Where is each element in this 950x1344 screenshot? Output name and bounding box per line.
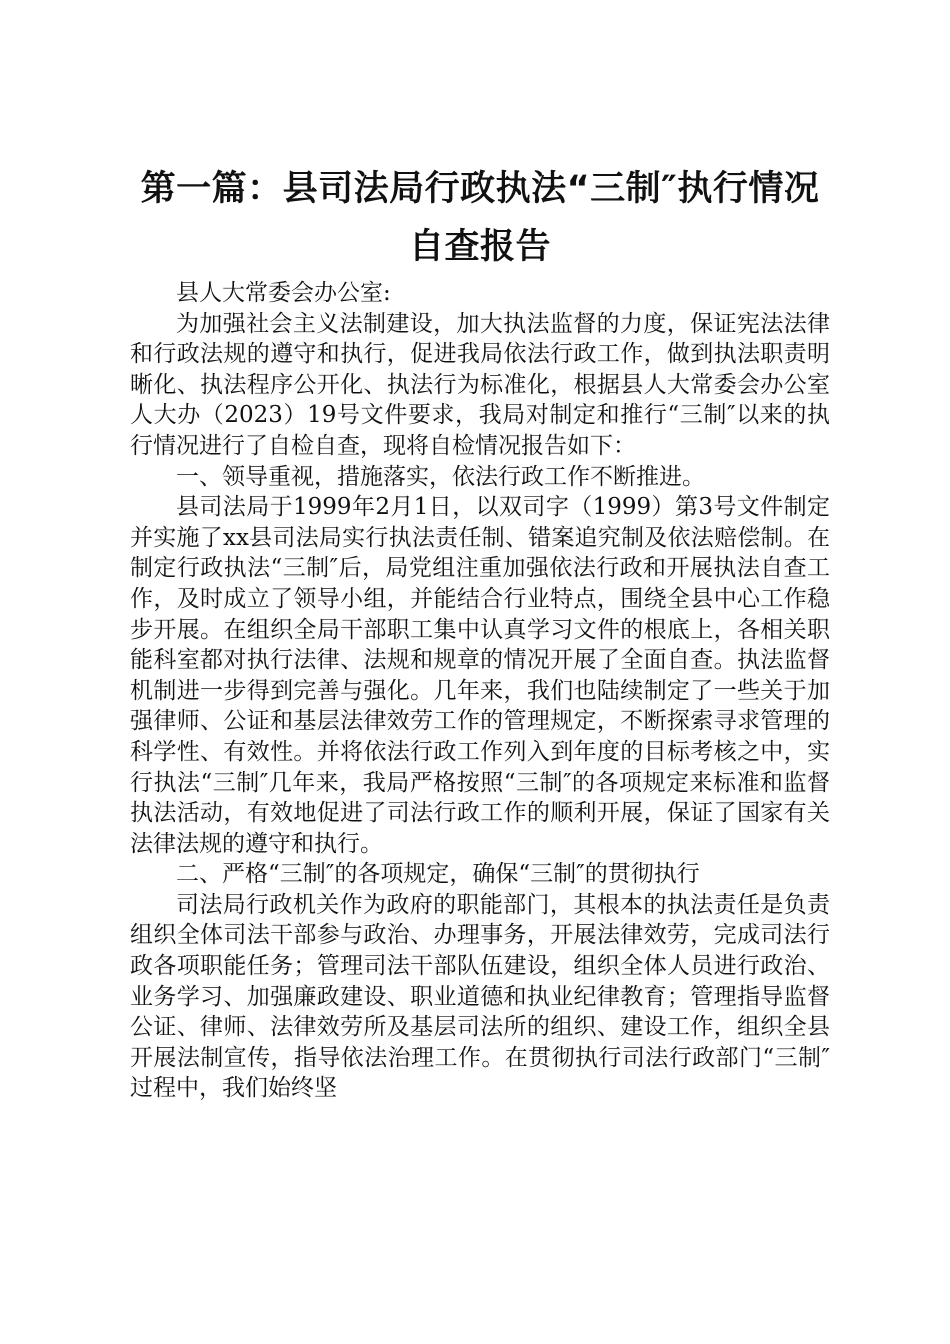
section-heading-2: 二、严格“三制″的各项规定，确保“三制″的贯彻执行 [176, 861, 700, 888]
title-line-1: 第一篇：县司法局行政执法“三制″执行情况 [140, 169, 820, 209]
title-line-2: 自查报告 [408, 227, 551, 267]
paragraph-intro: 为加强社会主义法制建设，加大执法监督的力度，保证宪法法律和行政法规的遵守和执行，促进我局依法行政工作，做到执法职责明晰化、执法程序公开化、执法行为标准化，根据县人大常委会办公室人大办（2023）19号文件要求，我局对制定和推行“三制″以来的执行情况进行了自检自查，现将自检情况报告如下： [130, 310, 830, 459]
document-title [130, 160, 830, 276]
document-page [130, 160, 830, 1104]
section-heading-1: 一、领导重视，措施落实，依法行政工作不断推进。 [176, 463, 705, 490]
salutation: 县人大常委会办公室: [176, 280, 391, 306]
paragraph-section-1: 县司法局于1999年2月1日，以双司字（1999）第3号文件制定并实施了xx县司法局实行执法责任制、错案追究制及依法赔偿制。在制定行政执法“三制″后，局党组注重加强依法行政和开展执法自查工作，及时成立了领导小组，并能结合行业特点，围绕全县中心工作稳步开展。在组织全局干部职工集中认真学习文件的根底上，各相关职能科室都对执行法律、法规和规章的情况开展了全面自查。执法监督机制进一步得到完善与强化。几年来，我们也陆续制定了一些关于加强律师、公证和基层法律效劳工作的管理规定，不断探索寻求管理的科学性、有效性。并将依法行政工作列入到年度的目标考核之中，实行执法“三制″几年来，我局严格按照“三制″的各项规定来标准和监督执法活动，有效地促进了司法行政工作的顺利开展，保证了国家有关法律法规的遵守和执行。 [130, 494, 830, 857]
document-body [130, 278, 830, 1104]
paragraph-section-2: 司法局行政机关作为政府的职能部门，其根本的执法责任是负责组织全体司法干部参与政治、办理事务，开展法律效劳，完成司法行政各项职能任务；管理司法干部队伍建设，组织全体人员进行政治、业务学习、加强廉政建设、职业道德和执业纪律教育；管理指导监督公证、律师、法律效劳所及基层司法所的组织、建设工作，组织全县开展法制宣传，指导依法治理工作。在贯彻执行司法行政部门“三制″过程中，我们始终坚 [130, 891, 830, 1102]
